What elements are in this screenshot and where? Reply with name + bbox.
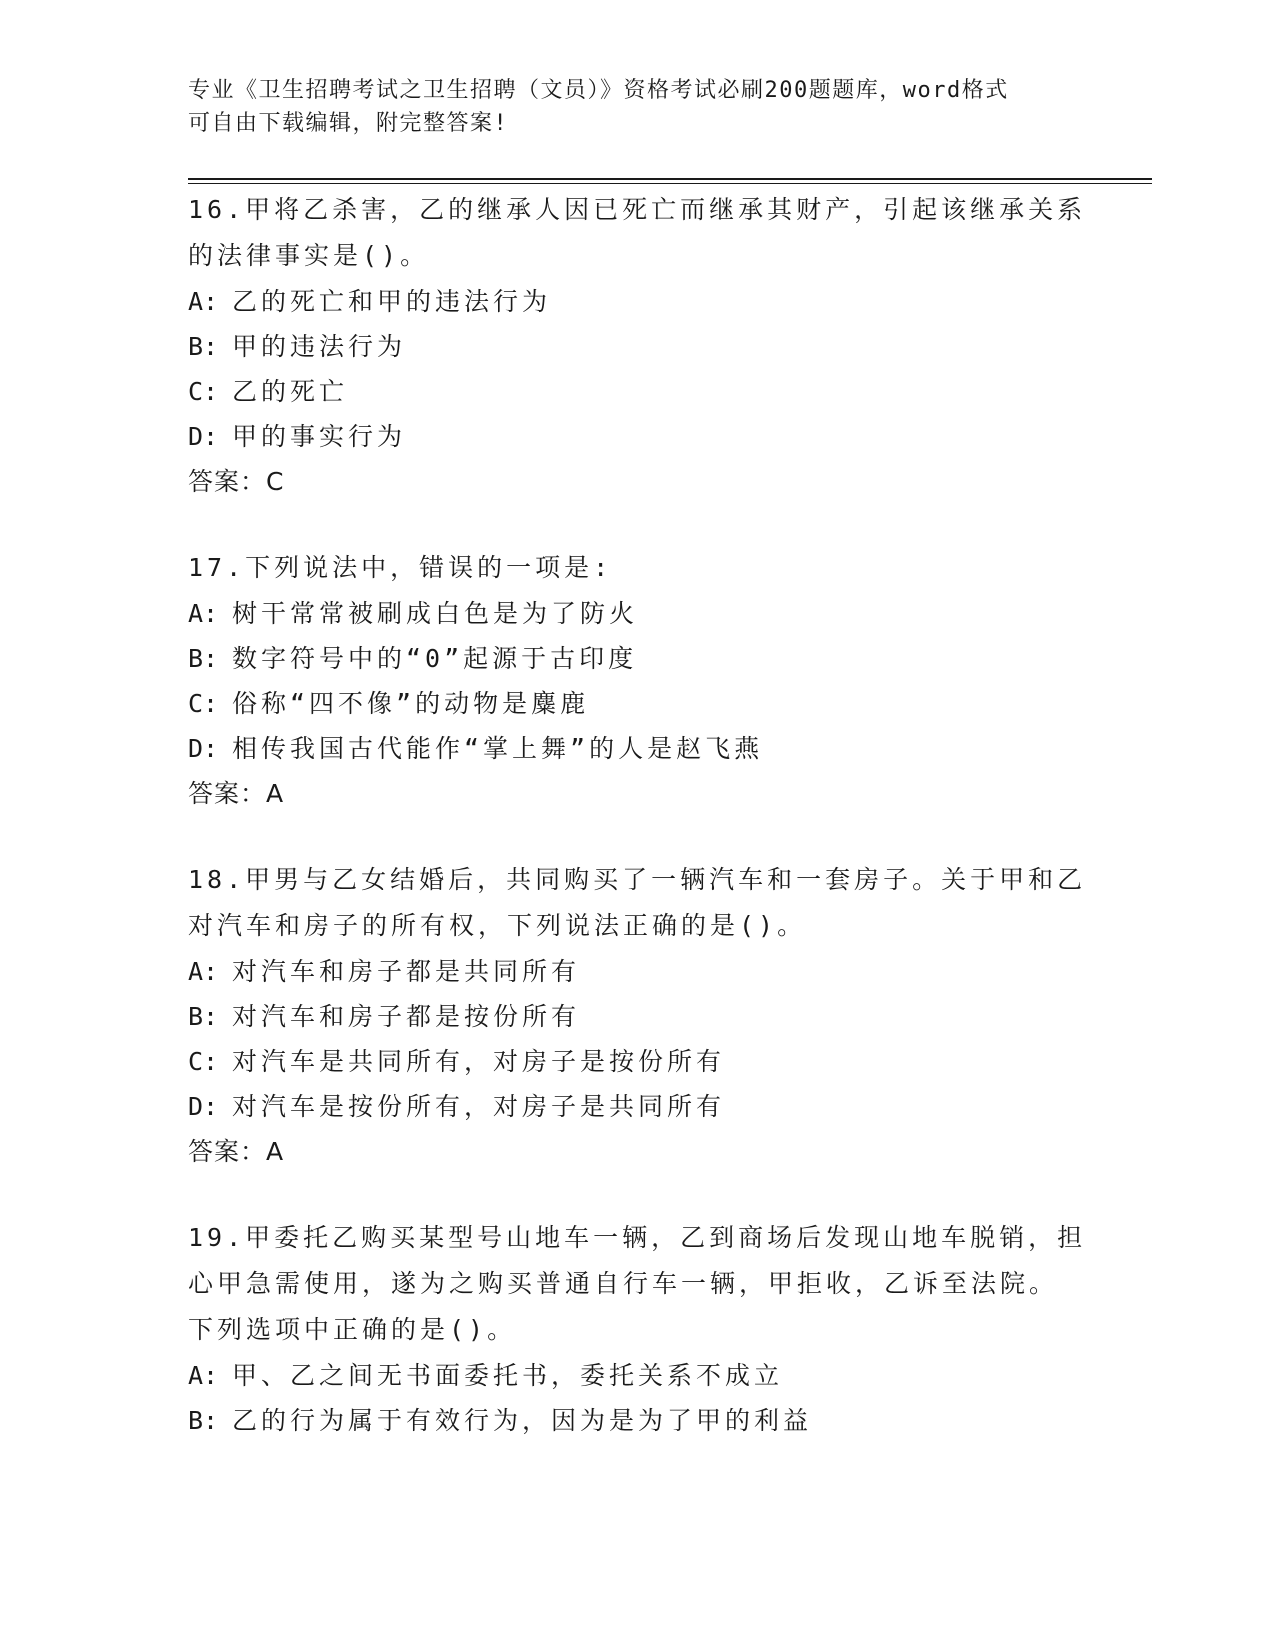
answer: 答案：A <box>188 779 285 808</box>
question-stem <box>188 1215 1088 1353</box>
header-line-2: 可自由下载编辑，附完整答案! <box>188 111 509 136</box>
option-label: A: <box>188 1361 219 1390</box>
option-text: 数字符号中的“0”起源于古印度 <box>232 644 638 673</box>
option-b <box>188 994 1088 1039</box>
stem-line: 18.甲男与乙女结婚后，共同购买了一辆汽车和一套房子。关于甲和乙 <box>188 865 1087 894</box>
stem-line: 心甲急需使用，遂为之购买普通自行车一辆，甲拒收，乙诉至法院。 <box>188 1269 1059 1298</box>
option-label: A: <box>188 957 219 986</box>
option-a <box>188 1353 1088 1398</box>
stem-line: 17.下列说法中，错误的一项是: <box>188 553 613 582</box>
option-label: B: <box>188 1406 219 1435</box>
option-d <box>188 414 1088 459</box>
header-line-1: 专业《卫生招聘考试之卫生招聘（文员）》资格考试必刷200题题库，word格式 <box>188 78 1009 103</box>
question-list <box>188 187 1088 1483</box>
question-18 <box>188 857 1088 1175</box>
header-divider-thick <box>188 178 1152 180</box>
stem-line: 16.甲将乙杀害，乙的继承人因已死亡而继承其财产，引起该继承关系 <box>188 195 1087 224</box>
option-b <box>188 324 1088 369</box>
option-text: 对汽车是按份所有，对房子是共同所有 <box>232 1092 726 1121</box>
option-label: D: <box>188 422 219 451</box>
option-label: D: <box>188 734 219 763</box>
option-text: 对汽车是共同所有，对房子是按份所有 <box>232 1047 726 1076</box>
question-stem <box>188 187 1088 279</box>
question-19 <box>188 1215 1088 1443</box>
question-17 <box>188 545 1088 817</box>
question-stem <box>188 857 1088 949</box>
option-b <box>188 1398 1088 1443</box>
option-c <box>188 1039 1088 1084</box>
option-c <box>188 681 1088 726</box>
header-divider-thin <box>188 183 1152 184</box>
option-text: 甲的事实行为 <box>232 422 407 451</box>
option-text: 树干常常被刷成白色是为了防火 <box>232 599 639 628</box>
option-text: 对汽车和房子都是按份所有 <box>232 1002 581 1031</box>
option-a <box>188 949 1088 994</box>
stem-line: 19.甲委托乙购买某型号山地车一辆，乙到商场后发现山地车脱销，担 <box>188 1223 1087 1252</box>
stem-line: 对汽车和房子的所有权，下列说法正确的是()。 <box>188 911 807 940</box>
option-text: 俗称“四不像”的动物是麋鹿 <box>232 689 590 718</box>
stem-line: 下列选项中正确的是()。 <box>188 1315 517 1344</box>
option-b <box>188 636 1088 681</box>
stem-line: 的法律事实是()。 <box>188 241 430 270</box>
option-label: B: <box>188 1002 219 1031</box>
option-text: 乙的死亡 <box>232 377 349 406</box>
option-label: A: <box>188 599 219 628</box>
option-label: B: <box>188 332 219 361</box>
option-label: C: <box>188 1047 219 1076</box>
option-text: 乙的行为属于有效行为，因为是为了甲的利益 <box>232 1406 813 1435</box>
option-d <box>188 1084 1088 1129</box>
option-text: 相传我国古代能作“掌上舞”的人是赵飞燕 <box>232 734 764 763</box>
option-a <box>188 591 1088 636</box>
option-c <box>188 369 1088 414</box>
option-label: A: <box>188 287 219 316</box>
option-text: 甲的违法行为 <box>232 332 407 361</box>
question-16 <box>188 187 1088 505</box>
document-header <box>188 74 1088 140</box>
option-d <box>188 726 1088 771</box>
option-label: B: <box>188 644 219 673</box>
option-label: D: <box>188 1092 219 1121</box>
option-label: C: <box>188 689 219 718</box>
option-text: 对汽车和房子都是共同所有 <box>232 957 581 986</box>
answer: 答案：A <box>188 1137 285 1166</box>
option-text: 乙的死亡和甲的违法行为 <box>232 287 552 316</box>
option-a <box>188 279 1088 324</box>
option-text: 甲、乙之间无书面委托书，委托关系不成立 <box>232 1361 784 1390</box>
answer: 答案：C <box>188 467 285 496</box>
option-label: C: <box>188 377 219 406</box>
question-stem <box>188 545 1088 591</box>
